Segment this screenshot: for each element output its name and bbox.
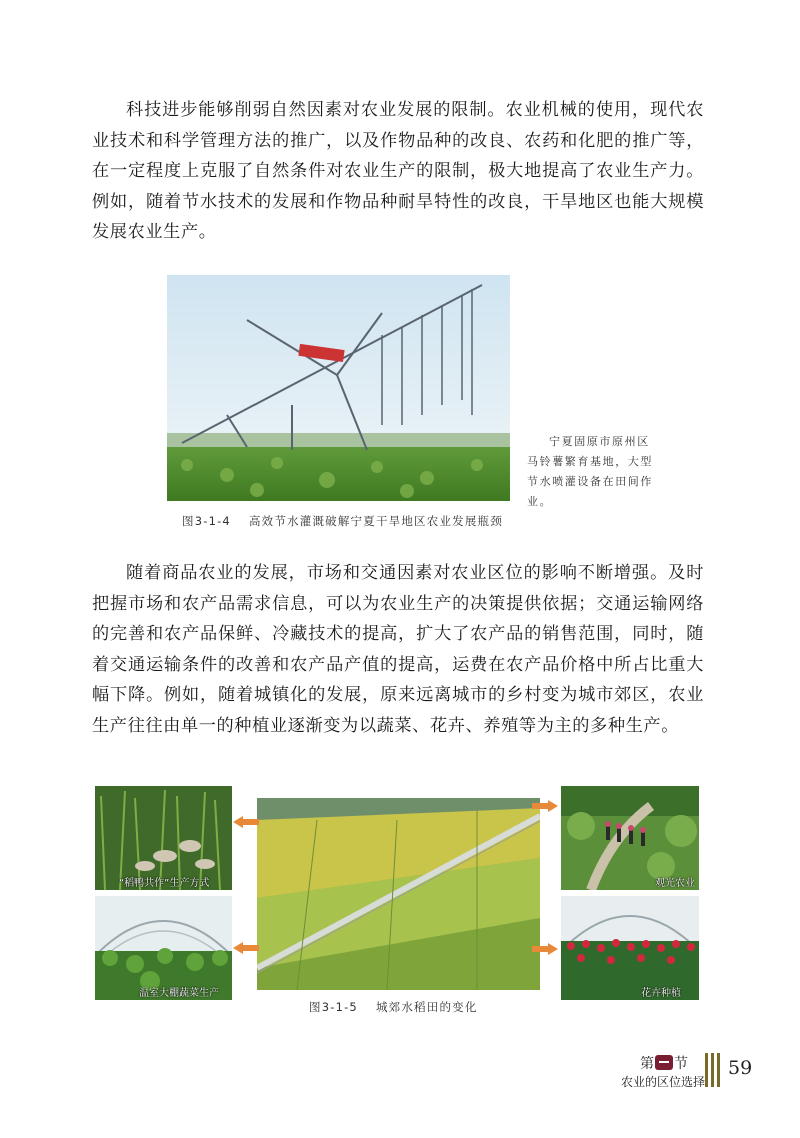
paragraph-market-transport: 随着商品农业的发展，市场和交通因素对农业区位的影响不断增强。及时把握市场和农产品需求信息，可以为农业生产的决策提供依据；交通运输网络的完善和农产品保鲜、冷藏技术的提高，扩大了农产品的销售范围，同时，随着交通运输条件的改善和农产品产值的提高，运费在农产品价格中所占比重大幅下降。例如，随着城镇化的发展，原来远离城市的乡村变为城市郊区，农业生产往往由单一的种植业逐渐变为以蔬菜、花卉、养殖等为主的多种生产。 (92, 563, 704, 736)
footer-chapter (640, 1053, 688, 1073)
arrow-right-bottom-icon (532, 943, 558, 955)
flower-planting-photo (561, 896, 699, 1000)
arrow-left-top-icon (233, 816, 259, 828)
figure1-caption (182, 513, 503, 529)
footer-subtitle: 农业的区位选择 (621, 1075, 706, 1089)
figure2-caption-text: 城郊水稻田的变化 (375, 1000, 478, 1014)
label-rice-duck: “稻鸭共作”生产方式 (119, 878, 210, 889)
paragraph-technology: 科技进步能够削弱自然因素对农业发展的限制。农业机械的使用，现代农业技术和科学管理方法的推广，以及作物品种的改良、农药和化肥的推广等，在一定程度上克服了自然条件对农业生产的限制，极大地提高了农业生产力。例如，随着节水技术的发展和作物品种耐旱特性的改良，干旱地区也能大规模发展农业生产。 (92, 100, 704, 243)
sightseeing-agriculture-photo (561, 786, 699, 890)
label-sightseeing: 观光农业 (655, 878, 695, 889)
arrow-right-top-icon (532, 800, 558, 812)
chapter-number-badge (655, 1055, 673, 1070)
chapter-suffix: 节 (674, 1056, 688, 1072)
irrigation-photo (167, 275, 510, 501)
page-number: 59 (728, 1057, 753, 1079)
greenhouse-vegetables-photo (95, 896, 232, 1000)
label-greenhouse: 温室大棚蔬菜生产 (139, 988, 219, 999)
figure1-caption-text: 高效节水灌溉破解宁夏干旱地区农业发展瓶颈 (248, 514, 503, 528)
figure1-caption-number: 图3-1-4 (182, 514, 231, 528)
footer-bars-icon (704, 1051, 722, 1089)
chapter-prefix: 第 (640, 1056, 654, 1072)
figure2-caption-number: 图3-1-5 (309, 1000, 358, 1014)
figure2-caption (309, 999, 478, 1015)
rice-duck-farming-photo (95, 786, 232, 890)
arrow-left-bottom-icon (233, 942, 259, 954)
suburban-rice-field-photo (257, 798, 540, 990)
label-flowers: 花卉种植 (641, 988, 681, 999)
figure1-side-note: 宁夏固原市原州区马铃薯繁育基地，大型节水喷灌设备在田间作业。 (527, 435, 653, 508)
